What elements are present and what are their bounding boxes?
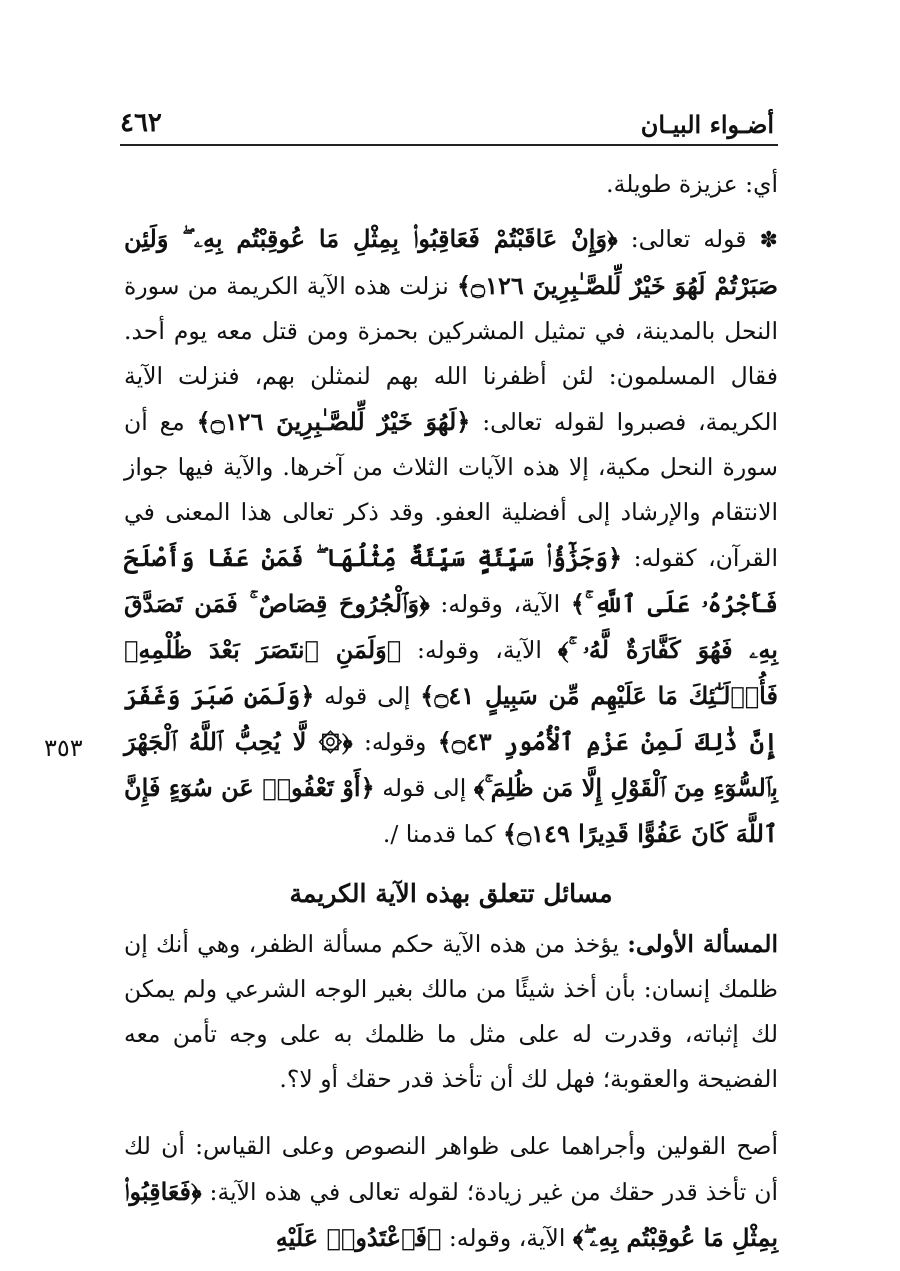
- quran-quote-2: ﴿لَهُوَ خَيْرٌ لِّلصَّـٰبِرِينَ ۝١٢٦﴾: [196, 407, 471, 436]
- book-title: أضـواء البيـان: [640, 110, 774, 139]
- quran-quote-4: ﴿وَٱلْجُرُوحَ قِصَاصٌ ۚ فَمَن تَصَدَّقَ بِهِۦ فَهُوَ كَفَّارَةٌ لَّهُۥ ۚ﴾: [124, 589, 778, 664]
- quran-quote-8: ﴿أَوْ تَعْفُوا۟ عَن سُوٓءٍ فَإِنَّ ٱللَّهَ كَانَ عَفُوًّا قَدِيرًا ۝١٤٩﴾: [124, 773, 778, 848]
- quran-quote-5: ﴿وَلَمَنِ ٱنتَصَرَ بَعْدَ ظُلْمِهِۦ فَأُو۟لَـٰٓئِكَ مَا عَلَيْهِم مِّن سَبِيلٍ ۝٤١﴾: [124, 635, 778, 710]
- quran-quote-6: ﴿وَلَمَن صَبَرَ وَغَفَرَ إِنَّ ذَٰلِكَ لَمِنْ عَزْمِ ٱلْأُمُورِ ۝٤٣﴾: [124, 681, 778, 756]
- issue-one-text: يؤخذ من هذه الآية حكم مسألة الظفر، وهي أنك إن ظلمك إنسان: بأن أخذ شيئًا من مالك بغير الوجه الشرعي ولم يمكن لك إثباته، وقدرت له على مثل ما ظلمك به على وجه تأمن معه الفضيحة والعقوبة؛ فهل لك أن تأخذ قدر حقك أو لا؟.: [124, 930, 778, 1093]
- page-number: ٤٦٢: [120, 108, 162, 138]
- para1-text-5: إلى قوله: [324, 682, 411, 710]
- page-header: [120, 104, 778, 146]
- page-body: [124, 162, 778, 1261]
- para1-lead: قوله تعالى:: [630, 225, 747, 253]
- quran-quote-1: ﴿وَإِنْ عَاقَبْتُمْ فَعَاقِبُوا۟ بِمِثْلِ مَا عُوقِبْتُم بِهِۦ ۖ وَلَئِن صَبَرْتُمْ لَهُوَ خَيْرٌ لِّلصَّـٰبِرِينَ ۝١٢٦﴾: [124, 224, 778, 300]
- issue-one-label: المسألة الأولى:: [627, 930, 778, 958]
- margin-page-reference: ٣٥٣: [44, 734, 83, 762]
- ruling-quran-quote-2: ﴿فَٱعْتَدُوا۟ عَلَيْهِ: [275, 1223, 442, 1252]
- ruling-paragraph: [124, 1124, 778, 1261]
- section-title: مسائل تتعلق بهذه الآية الكريمة: [289, 879, 613, 908]
- para1-text-3: الآية، وقوله:: [440, 590, 561, 618]
- tafsir-paragraph-1: [124, 216, 778, 857]
- quran-quote-7: ﴿۞ لَّا يُحِبُّ ٱللَّهُ ٱلْجَهْرَ بِٱلسُّوٓءِ مِنَ ٱلْقَوْلِ إِلَّا مَن ظُلِمَ ۚ﴾: [124, 727, 778, 802]
- ruling-text-2: الآية، وقوله:: [448, 1224, 566, 1252]
- star-marker-icon: ✽: [759, 228, 778, 253]
- para1-text-1: نزلت هذه الآية الكريمة من سورة النحل بالمدينة، في تمثيل المشركين بحمزة ومن قتل معه يوم أحد. فقال المسلمون: لئن أظفرنا الله بهم لنمثلن بهم، فنزلت الآية الكريمة، فصبروا لقوله تعالى:: [124, 272, 778, 436]
- para1-text-2: مع أن سورة النحل مكية، إلا هذه الآيات الثلاث من آخرها. والآية فيها جواز الانتقام والإرشاد إلى أفضلية العفو. وقد ذكر تعالى هذا المعنى في القرآن، كقوله:: [124, 408, 779, 572]
- ruling-quran-quote-1: ﴿فَعَاقِبُوا۟ بِمِثْلِ مَا عُوقِبْتُم بِهِۦ ۖ﴾: [124, 1177, 778, 1252]
- para1-text-4: الآية، وقوله:: [417, 636, 542, 664]
- ruling-text: أصح القولين وأجراهما على ظواهر النصوص وعلى القياس: أن لك أن تأخذ قدر حقك من غير زيادة؛ لقوله تعالى في هذه الآية:: [124, 1132, 778, 1206]
- para1-text-8: كما قدمنا /.: [382, 820, 496, 848]
- quran-quote-3: ﴿وَجَزَٰٓؤُا۟ سَيِّئَةٍ سَيِّئَةٌ مِّثْلُهَا ۖ فَمَنْ عَفَا وَأَصْلَحَ فَأَجْرُهُۥ عَلَى ٱللَّهِ ۚ﴾: [124, 543, 778, 618]
- issue-one-paragraph: [124, 922, 778, 1102]
- para1-text-7: إلى قوله: [382, 774, 467, 802]
- para1-text-6: وقوله:: [363, 728, 427, 756]
- intro-line: أي: عزيزة طويلة.: [606, 170, 778, 198]
